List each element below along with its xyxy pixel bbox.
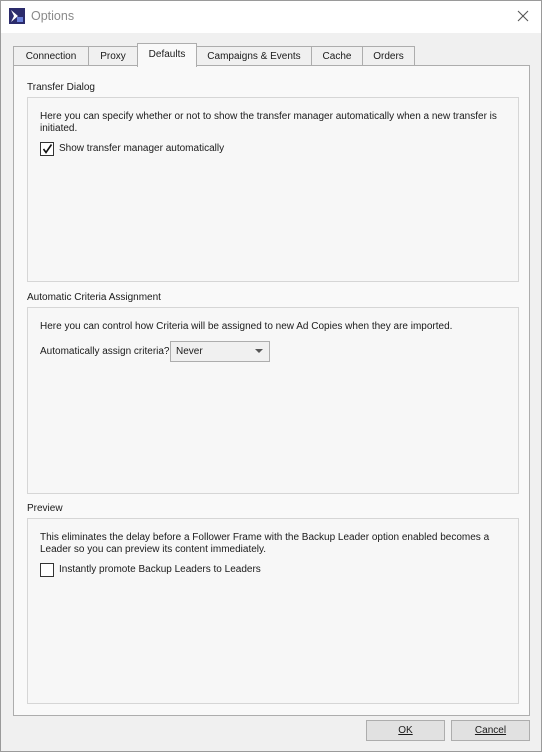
tab-campaigns-events[interactable]: Campaigns & Events <box>196 46 312 66</box>
transfer-dialog-group <box>27 97 519 282</box>
app-logo-icon <box>9 8 25 24</box>
assign-criteria-value: Never <box>176 346 203 357</box>
close-icon[interactable] <box>511 5 535 27</box>
show-transfer-manager-checkbox[interactable] <box>40 142 240 158</box>
tab-cache[interactable]: Cache <box>311 46 363 66</box>
chevron-down-icon <box>255 349 263 353</box>
tab-defaults[interactable]: Defaults <box>137 43 197 67</box>
ok-button[interactable] <box>366 720 445 741</box>
preview-title: Preview <box>27 503 63 514</box>
criteria-group <box>27 307 519 494</box>
checkbox-unchecked-icon[interactable] <box>40 563 54 577</box>
title-bar <box>1 1 541 33</box>
tab-orders[interactable]: Orders <box>362 46 415 66</box>
criteria-title: Automatic Criteria Assignment <box>27 292 161 303</box>
promote-backup-leaders-checkbox[interactable] <box>40 563 280 579</box>
preview-description: This eliminates the delay before a Follower Frame with the Backup Leader option enabled becomes a Leader so you can preview its content immediately. <box>40 532 490 555</box>
promote-backup-leaders-label: Instantly promote Backup Leaders to Leaders <box>59 564 261 575</box>
checkbox-checked-icon[interactable] <box>40 142 54 156</box>
criteria-description: Here you can control how Criteria will be assigned to new Ad Copies when they are imported. <box>40 321 453 332</box>
window-title: Options <box>31 9 75 23</box>
assign-criteria-select[interactable] <box>170 341 270 362</box>
assign-criteria-label: Automatically assign criteria? <box>40 346 170 357</box>
preview-group <box>27 518 519 704</box>
tab-proxy[interactable]: Proxy <box>88 46 138 66</box>
show-transfer-manager-label: Show transfer manager automatically <box>59 143 225 154</box>
tab-connection[interactable]: Connection <box>13 46 89 66</box>
transfer-dialog-description: Here you can specify whether or not to show the transfer manager automatically when a new transfer is initiated. <box>40 111 497 134</box>
cancel-button[interactable] <box>451 720 530 741</box>
transfer-dialog-title: Transfer Dialog <box>27 82 95 93</box>
defaults-panel <box>13 65 530 716</box>
cancel-button-label: Cancel <box>474 725 507 736</box>
ok-button-label: OK <box>398 725 413 736</box>
